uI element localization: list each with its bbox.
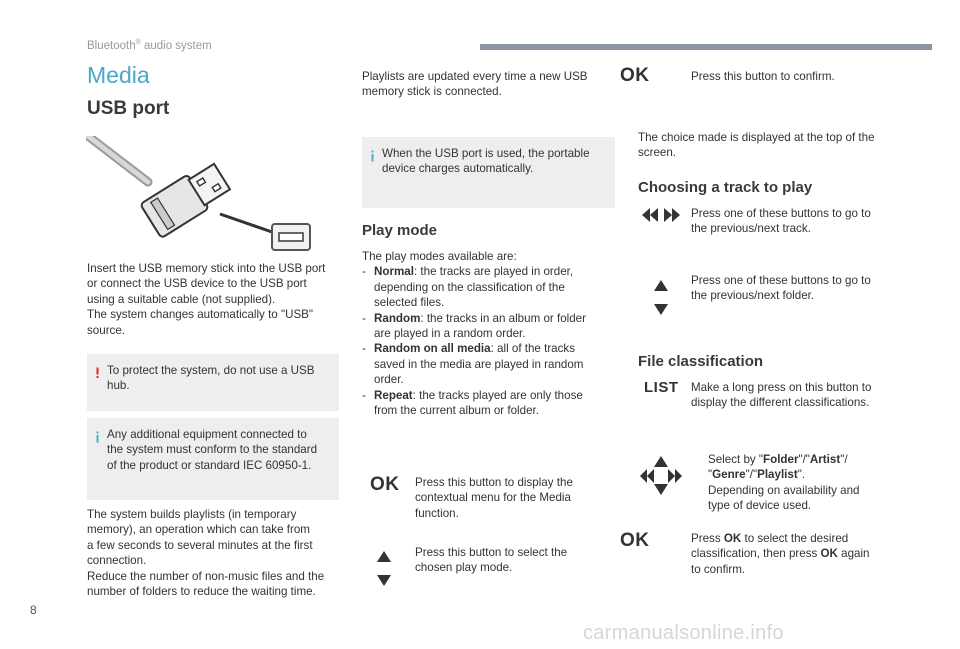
select-classification-description: Select by "Folder"/"Artist"/ "Genre"/"Playlist". Depending on availability and type of device used. xyxy=(708,453,860,513)
playlist-build-paragraph: The system builds playlists (in temporary memory), an operation which can take from a few seconds to several minutes at the first connection. Reduce the number of non-music files and the number of folders to reduce the waiting time. xyxy=(87,508,325,599)
play-mode-heading: Play mode xyxy=(362,222,438,239)
info-icon xyxy=(96,426,99,448)
prev-next-folder-description: Press one of these buttons to go to the previous/next folder. xyxy=(691,274,871,303)
prev-next-track-description: Press one of these buttons to go to the previous/next track. xyxy=(691,207,871,236)
play-modes-list: The play modes available are: - Normal: the tracks are played in order, depending on the classification of the selected files. - Random: the tracks in an album or folder are played in a random order. - Random on all media: all of the tracks saved in the media are played in random order. - Repeat: the tracks played are only those from the current album or folder. xyxy=(362,249,617,418)
select-play-mode-description: Press this button to select the chosen play mode. xyxy=(415,546,568,575)
ok-button-icon: OK xyxy=(620,65,650,86)
section-header: Bluetooth® audio system xyxy=(87,39,212,52)
watermark: carmanualsonline.info xyxy=(583,622,784,644)
usb-insert-paragraph: Insert the USB memory stick into the USB port or connect the USB device to the USB port using a suitable cable (not supplied). The system changes automatically to "USB" source. xyxy=(87,262,326,337)
choice-displayed-paragraph: The choice made is displayed at the top of the screen. xyxy=(638,131,875,160)
info-note: Any additional equipment connected to the system must conform to the standard of the product or standard IEC 60950-1. xyxy=(87,418,339,500)
up-down-arrows-icon xyxy=(376,551,392,587)
choosing-track-heading: Choosing a track to play xyxy=(638,179,813,196)
ok-button-icon: OK xyxy=(370,474,400,495)
list-item: - Random on all media: all of the tracks saved in the media are played in random order. xyxy=(362,342,584,387)
page-title: Media xyxy=(87,62,150,88)
warning-note: To protect the system, do not use a USB hub. xyxy=(87,354,339,411)
previous-next-track-icon xyxy=(640,208,682,222)
list-item: - Repeat: the tracks played are only those from the current album or folder. xyxy=(362,388,583,418)
usb-port-heading: USB port xyxy=(87,98,170,119)
ok-button-icon: OK xyxy=(620,530,650,551)
up-down-arrows-icon xyxy=(653,280,669,316)
info-icon xyxy=(371,145,374,167)
file-classification-heading: File classification xyxy=(638,353,764,370)
list-item: - Normal: the tracks are played in order, depending on the classification of the selected files. xyxy=(362,265,574,310)
ok-confirm-description: Press this button to confirm. xyxy=(691,70,835,83)
list-item: - Random: the tracks in an album or folder are played in a random order. xyxy=(362,311,586,341)
ok-menu-description: Press this button to display the contextual menu for the Media function. xyxy=(415,476,573,520)
exclamation-icon xyxy=(96,362,99,384)
list-button-icon: LIST xyxy=(644,379,679,396)
playlist-update-paragraph: Playlists are updated every time a new USB memory stick is connected. xyxy=(362,70,588,99)
ok-classification-description: Press OK to select the desired classification, then press OK again to confirm. xyxy=(691,532,870,576)
header-rule xyxy=(480,44,932,50)
four-direction-arrows-icon xyxy=(639,456,683,496)
charging-info-note: When the USB port is used, the portable device charges automatically. xyxy=(362,137,615,208)
list-button-description: Make a long press on this button to display the different classifications. xyxy=(691,381,872,410)
usb-plug-illustration xyxy=(86,136,314,254)
page-number: 8 xyxy=(30,603,37,617)
